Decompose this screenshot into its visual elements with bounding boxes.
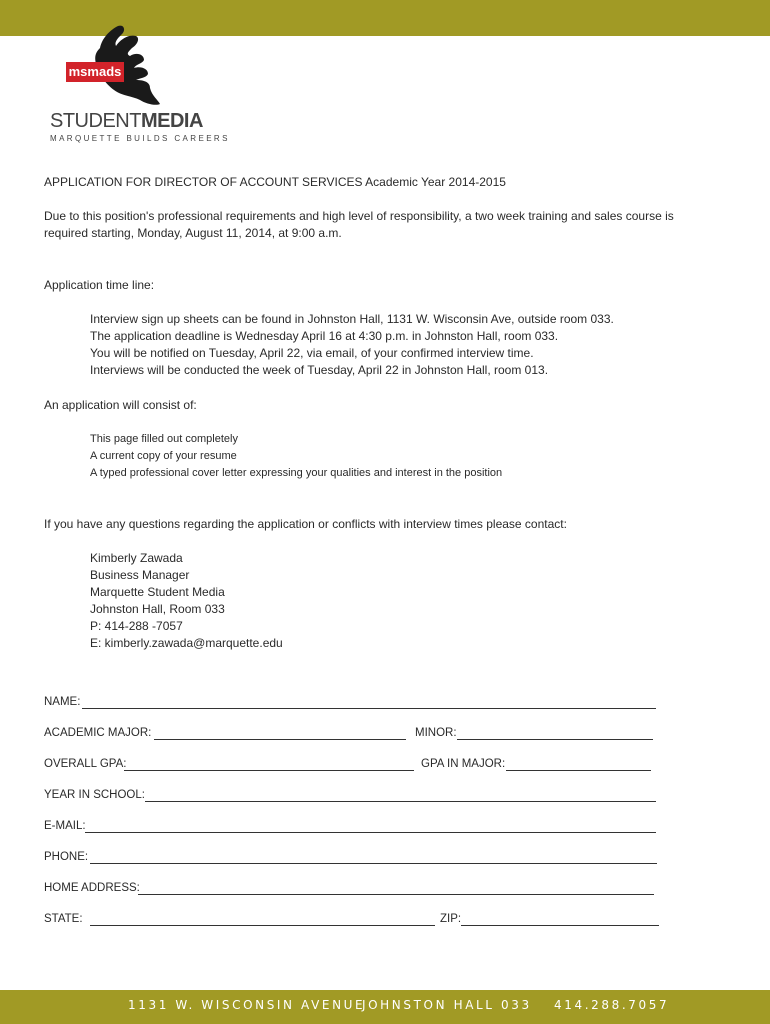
logo-tagline: MARQUETTE BUILDS CAREERS [50,134,230,143]
contact-org: Marquette Student Media [90,585,225,599]
consist-item: A current copy of your resume [90,450,237,462]
gpa-major-label: GPA IN MAJOR: [421,758,506,770]
footer-phone: 414.288.7057 [554,998,670,1012]
address-field[interactable] [138,894,654,895]
gpa-label: OVERALL GPA: [44,758,127,770]
timeline-item: You will be notified on Tuesday, April 22, via email, of your confirmed interview time. [90,346,534,360]
intro-line-1: Due to this position's professional requirements and high level of responsibility, a two week training and sales course is [44,209,674,223]
contact-phone: P: 414-288 -7057 [90,619,183,633]
contact-role: Business Manager [90,568,190,582]
phone-label: PHONE: [44,851,89,863]
logo-word-student: STUDENT [50,110,141,132]
consist-item: This page filled out completely [90,433,238,445]
email-label: E-MAIL: [44,820,86,832]
year-label: YEAR IN SCHOOL: [44,789,145,801]
gpa-major-field[interactable] [506,770,651,771]
zip-label: ZIP: [440,913,462,925]
year-field[interactable] [145,801,656,802]
logo-wordmark [50,110,203,132]
page-title: APPLICATION FOR DIRECTOR OF ACCOUNT SERVICES Academic Year 2014-2015 [44,175,506,189]
student-media-logo [40,20,240,150]
timeline-item: The application deadline is Wednesday April 16 at 4:30 p.m. in Johnston Hall, room 033. [90,329,559,343]
phone-field[interactable] [90,863,657,864]
contact-name: Kimberly Zawada [90,551,183,565]
intro-line-2: required starting, Monday, August 11, 2014, at 9:00 a.m. [44,226,342,240]
logo-badge: msmads [66,62,124,82]
timeline-title: Application time line: [44,278,155,292]
consist-title: An application will consist of: [44,398,197,412]
contact-intro: If you have any questions regarding the application or conflicts with interview times please contact: [44,517,567,531]
minor-label: MINOR: [415,727,457,739]
minor-field[interactable] [457,739,653,740]
state-field[interactable] [90,925,435,926]
email-field[interactable] [85,832,656,833]
major-field[interactable] [154,739,406,740]
name-field[interactable] [82,708,656,709]
logo-word-media: MEDIA [140,110,203,132]
timeline-item: Interviews will be conducted the week of Tuesday, April 22 in Johnston Hall, room 013. [90,363,549,377]
footer-address: 1131 W. WISCONSIN AVENUE [128,998,366,1012]
contact-email: E: kimberly.zawada@marquette.edu [90,636,283,650]
address-label: HOME ADDRESS: [44,882,140,894]
gpa-field[interactable] [124,770,414,771]
contact-room: Johnston Hall, Room 033 [90,602,225,616]
footer-hall: JOHNSTON HALL 033 [362,998,532,1012]
name-label: NAME: [44,696,81,708]
state-label: STATE: [44,913,83,925]
major-label: ACADEMIC MAJOR: [44,727,152,739]
timeline-item: Interview sign up sheets can be found in Johnston Hall, 1131 W. Wisconsin Ave, outside room 033. [90,312,614,326]
zip-field[interactable] [461,925,659,926]
consist-item: A typed professional cover letter expressing your qualities and interest in the position [90,467,503,479]
